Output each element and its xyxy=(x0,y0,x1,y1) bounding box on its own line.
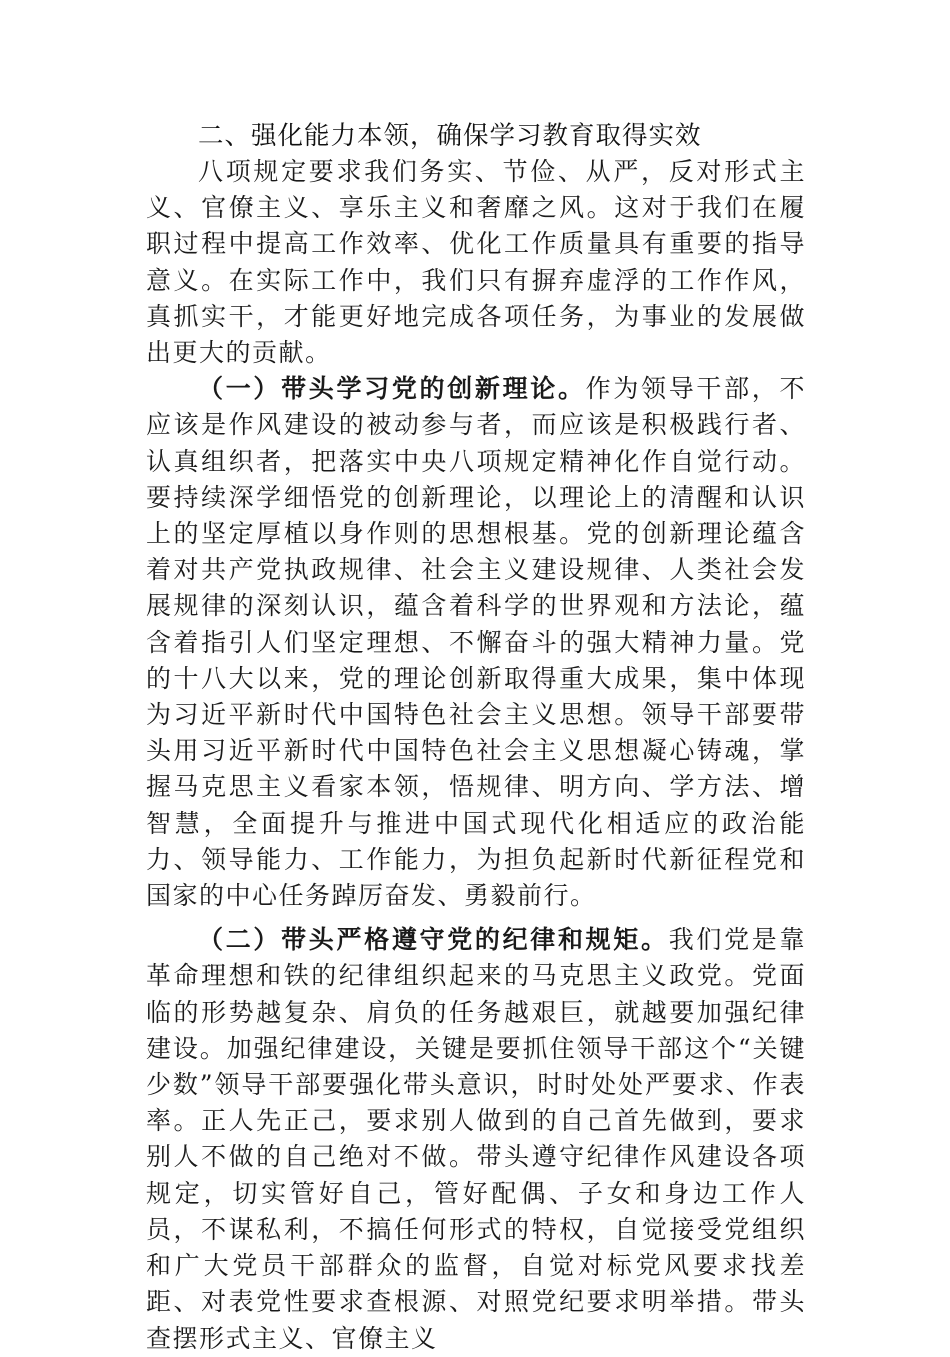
section-heading: 二、强化能力本领，确保学习教育取得实效 xyxy=(198,121,702,151)
section-2-body: 我们党是靠革命理想和铁的纪律组织起来的马克思主义政党。党面临的形势越复杂、肩负的任务越艰巨，就越要加强纪律建设。加强纪律建设，关键是要抓住领导干部这个“关键少数”领导干部要强化带头意识，时时处处严要求、作表率。正人先正己，要求别人做到的自己首先做到，要求别人不做的自己绝对不做。带头遵守纪律作风建设各项规定，切实管好自己，管好配偶、子女和身边工作人员，不谋私利，不搞任何形式的特权，自觉接受党组织和广大党员干部群众的监督，自觉对标党风要求找差距、对表党性要求查根源、对照党纪要求明举措。带头查摆形式主义、官僚主义 xyxy=(146,925,806,1353)
section-2-lead: （二）带头严格遵守党的纪律和规矩。 xyxy=(198,925,669,955)
section-1-body: 作为领导干部，不应该是作风建设的被动参与者，而应该是积极践行者、认真组织者，把落实中央八项规定精神化作自觉行动。要持续深学细悟党的创新理论，以理论上的清醒和认识上的坚定厚植以身作则的思想根基。党的创新理论蕴含着对共产党执政规律、社会主义建设规律、人类社会发展规律的深刻认识，蕴含着科学的世界观和方法论，蕴含着指引人们坚定理想、不懈奋斗的强大精神力量。党的十八大以来，党的理论创新取得重大成果，集中体现为习近平新时代中国特色社会主义思想。领导干部要带头用习近平新时代中国特色社会主义思想凝心铸魂，掌握马克思主义看家本领，悟规律、明方向、学方法、增智慧，全面提升与推进中国式现代化相适应的政治能力、领导能力、工作能力，为担负起新时代新征程党和国家的中心任务踔厉奋发、勇毅前行。 xyxy=(146,374,806,911)
intro-paragraph: 八项规定要求我们务实、节俭、从严，反对形式主义、官僚主义、享乐主义和奢靡之风。这对于我们在履职过程中提高工作效率、优化工作质量具有重要的指导意义。在实际工作中，我们只有摒弃虚浮的工作作风，真抓实干，才能更好地完成各项任务，为事业的发展做出更大的贡献。 xyxy=(146,157,806,368)
document-body xyxy=(146,116,806,1357)
section-1-lead: （一）带头学习党的创新理论。 xyxy=(198,374,586,404)
section-1-paragraph xyxy=(146,371,806,914)
section-2-paragraph xyxy=(146,922,806,1356)
